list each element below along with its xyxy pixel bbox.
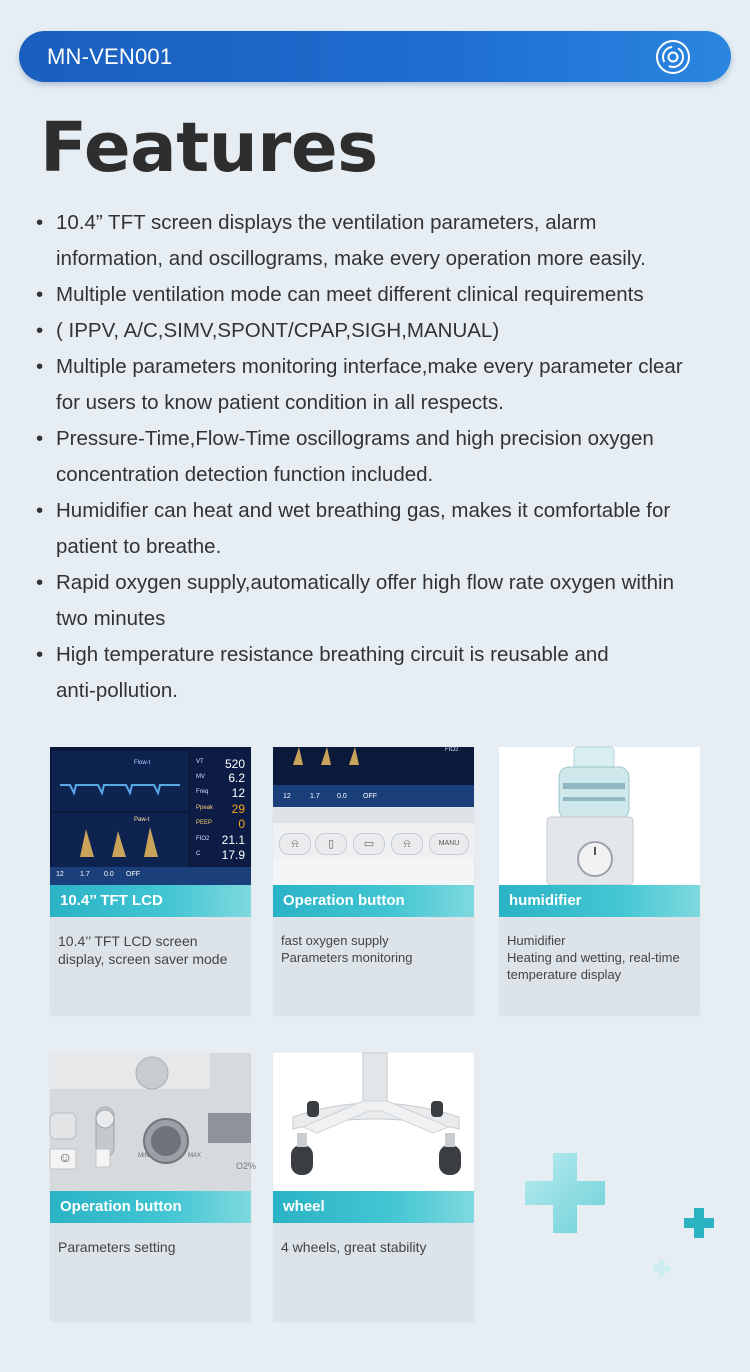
header-bar (19, 31, 731, 82)
feature-item: • Multiple parameters monitoring interface,make every parameter clear for users to know patient condition in all respects. (36, 355, 683, 414)
soft-key[interactable]: OFF (363, 793, 377, 800)
soft-key[interactable]: 1.7 (80, 871, 90, 878)
peep-value: 0 (238, 817, 245, 831)
plus-icon (525, 1153, 605, 1233)
person-icon: ☺ (58, 1149, 73, 1165)
plus-icon (684, 1208, 714, 1238)
feature-item: • Humidifier can heat and wet breathing gas, makes it comfortable for patient to breathe. (36, 499, 671, 558)
knob-panel-image (50, 1053, 257, 1191)
c-label: C (196, 851, 201, 857)
soft-key[interactable]: 1.7 (310, 793, 320, 800)
soft-key[interactable]: 0.0 (337, 793, 347, 800)
freq-label: Freq (196, 789, 209, 795)
mv-label: MV (196, 774, 205, 780)
manual-button[interactable]: MANU (429, 833, 469, 855)
card-desc: fast oxygen supply Parameters monitoring (281, 933, 413, 965)
feature-item: • 10.4” TFT screen displays the ventilation parameters, alarm information, and oscillograms, make every operation more easily. (36, 211, 646, 270)
fio2-value: 21.1 (221, 833, 245, 847)
wave1-label: Flow-t (134, 760, 151, 766)
card-label: wheel (273, 1191, 474, 1223)
card-label: humidifier (499, 885, 700, 917)
card-label: 10.4’’ TFT LCD (50, 885, 251, 917)
control-panel-drawing (273, 747, 474, 885)
feature-item: • High temperature resistance breathing circuit is reusable and anti-pollution. (36, 643, 609, 702)
soft-key[interactable]: 0.0 (104, 871, 114, 878)
card-humidifier (499, 747, 700, 1015)
feature-item: • Rapid oxygen supply,automatically offer high flow rate oxygen within two minutes (36, 571, 675, 630)
alarm-silence-button[interactable]: ⍾ (391, 833, 423, 855)
card-desc: 10.4’’ TFT LCD screen display, screen saver mode (58, 933, 228, 967)
feature-item: • Pressure-Time,Flow-Time oscillograms and high precision oxygen concentration detection function included. (36, 427, 654, 486)
card-desc: Parameters setting (58, 1239, 176, 1255)
card-operation-button (273, 747, 474, 1015)
mv-value: 6.2 (228, 771, 245, 785)
bell-button[interactable]: ⍾ (279, 833, 311, 855)
card-wheel (273, 1053, 474, 1321)
wheel-base-image (273, 1053, 474, 1191)
lcd-screen-drawing (50, 747, 251, 885)
wave2-label: Paw-t (134, 817, 150, 823)
card-label: Operation button (273, 885, 474, 917)
card-desc: 4 wheels, great stability (281, 1239, 427, 1255)
freq-value: 12 (231, 786, 245, 800)
control-panel-image (273, 747, 474, 885)
header-title: MN-VEN001 (47, 44, 173, 69)
o2-mark: O2% (236, 1161, 257, 1171)
fio2-label: FIO2 (196, 836, 210, 842)
humidifier-drawing (499, 747, 700, 885)
feature-list (36, 205, 736, 709)
fio2-label: FIO2 (445, 747, 459, 753)
peep-label: PEEP (196, 820, 213, 826)
ppeak-value: 29 (231, 802, 245, 816)
card-desc: Humidifier Heating and wetting, real-time temperature display (507, 933, 680, 982)
feature-item: • Multiple ventilation mode can meet different clinical requirements (36, 283, 644, 306)
card-label: Operation button (50, 1191, 251, 1223)
freeze-button[interactable]: ▯ (315, 833, 347, 855)
c-value: 17.9 (221, 848, 245, 862)
card-tft-lcd (50, 747, 251, 1015)
wheel-base-drawing (273, 1053, 474, 1191)
soft-key[interactable]: 12 (56, 871, 64, 878)
vt-value: 520 (224, 757, 245, 771)
humidifier-image (499, 747, 700, 885)
lcd-screen-image (50, 747, 251, 885)
features-heading: Features (40, 108, 378, 188)
feature-item: • ( IPPV, A/C,SIMV,SPONT/CPAP,SIGH,MANUAL) (36, 319, 500, 342)
vt-label: VT (196, 759, 204, 765)
target-rings-icon[interactable] (655, 39, 691, 75)
soft-key[interactable]: OFF (126, 871, 140, 878)
knob-max-mark: MAX (188, 1153, 202, 1159)
knob-min-mark: MIN (138, 1153, 149, 1159)
card-operation-button-knobs (50, 1053, 257, 1321)
screen-button[interactable]: ▭ (353, 833, 385, 855)
soft-key[interactable]: 12 (283, 793, 291, 800)
ppeak-label: Ppeak (196, 805, 214, 811)
knob-panel-drawing (50, 1053, 251, 1191)
plus-icon (653, 1260, 670, 1277)
